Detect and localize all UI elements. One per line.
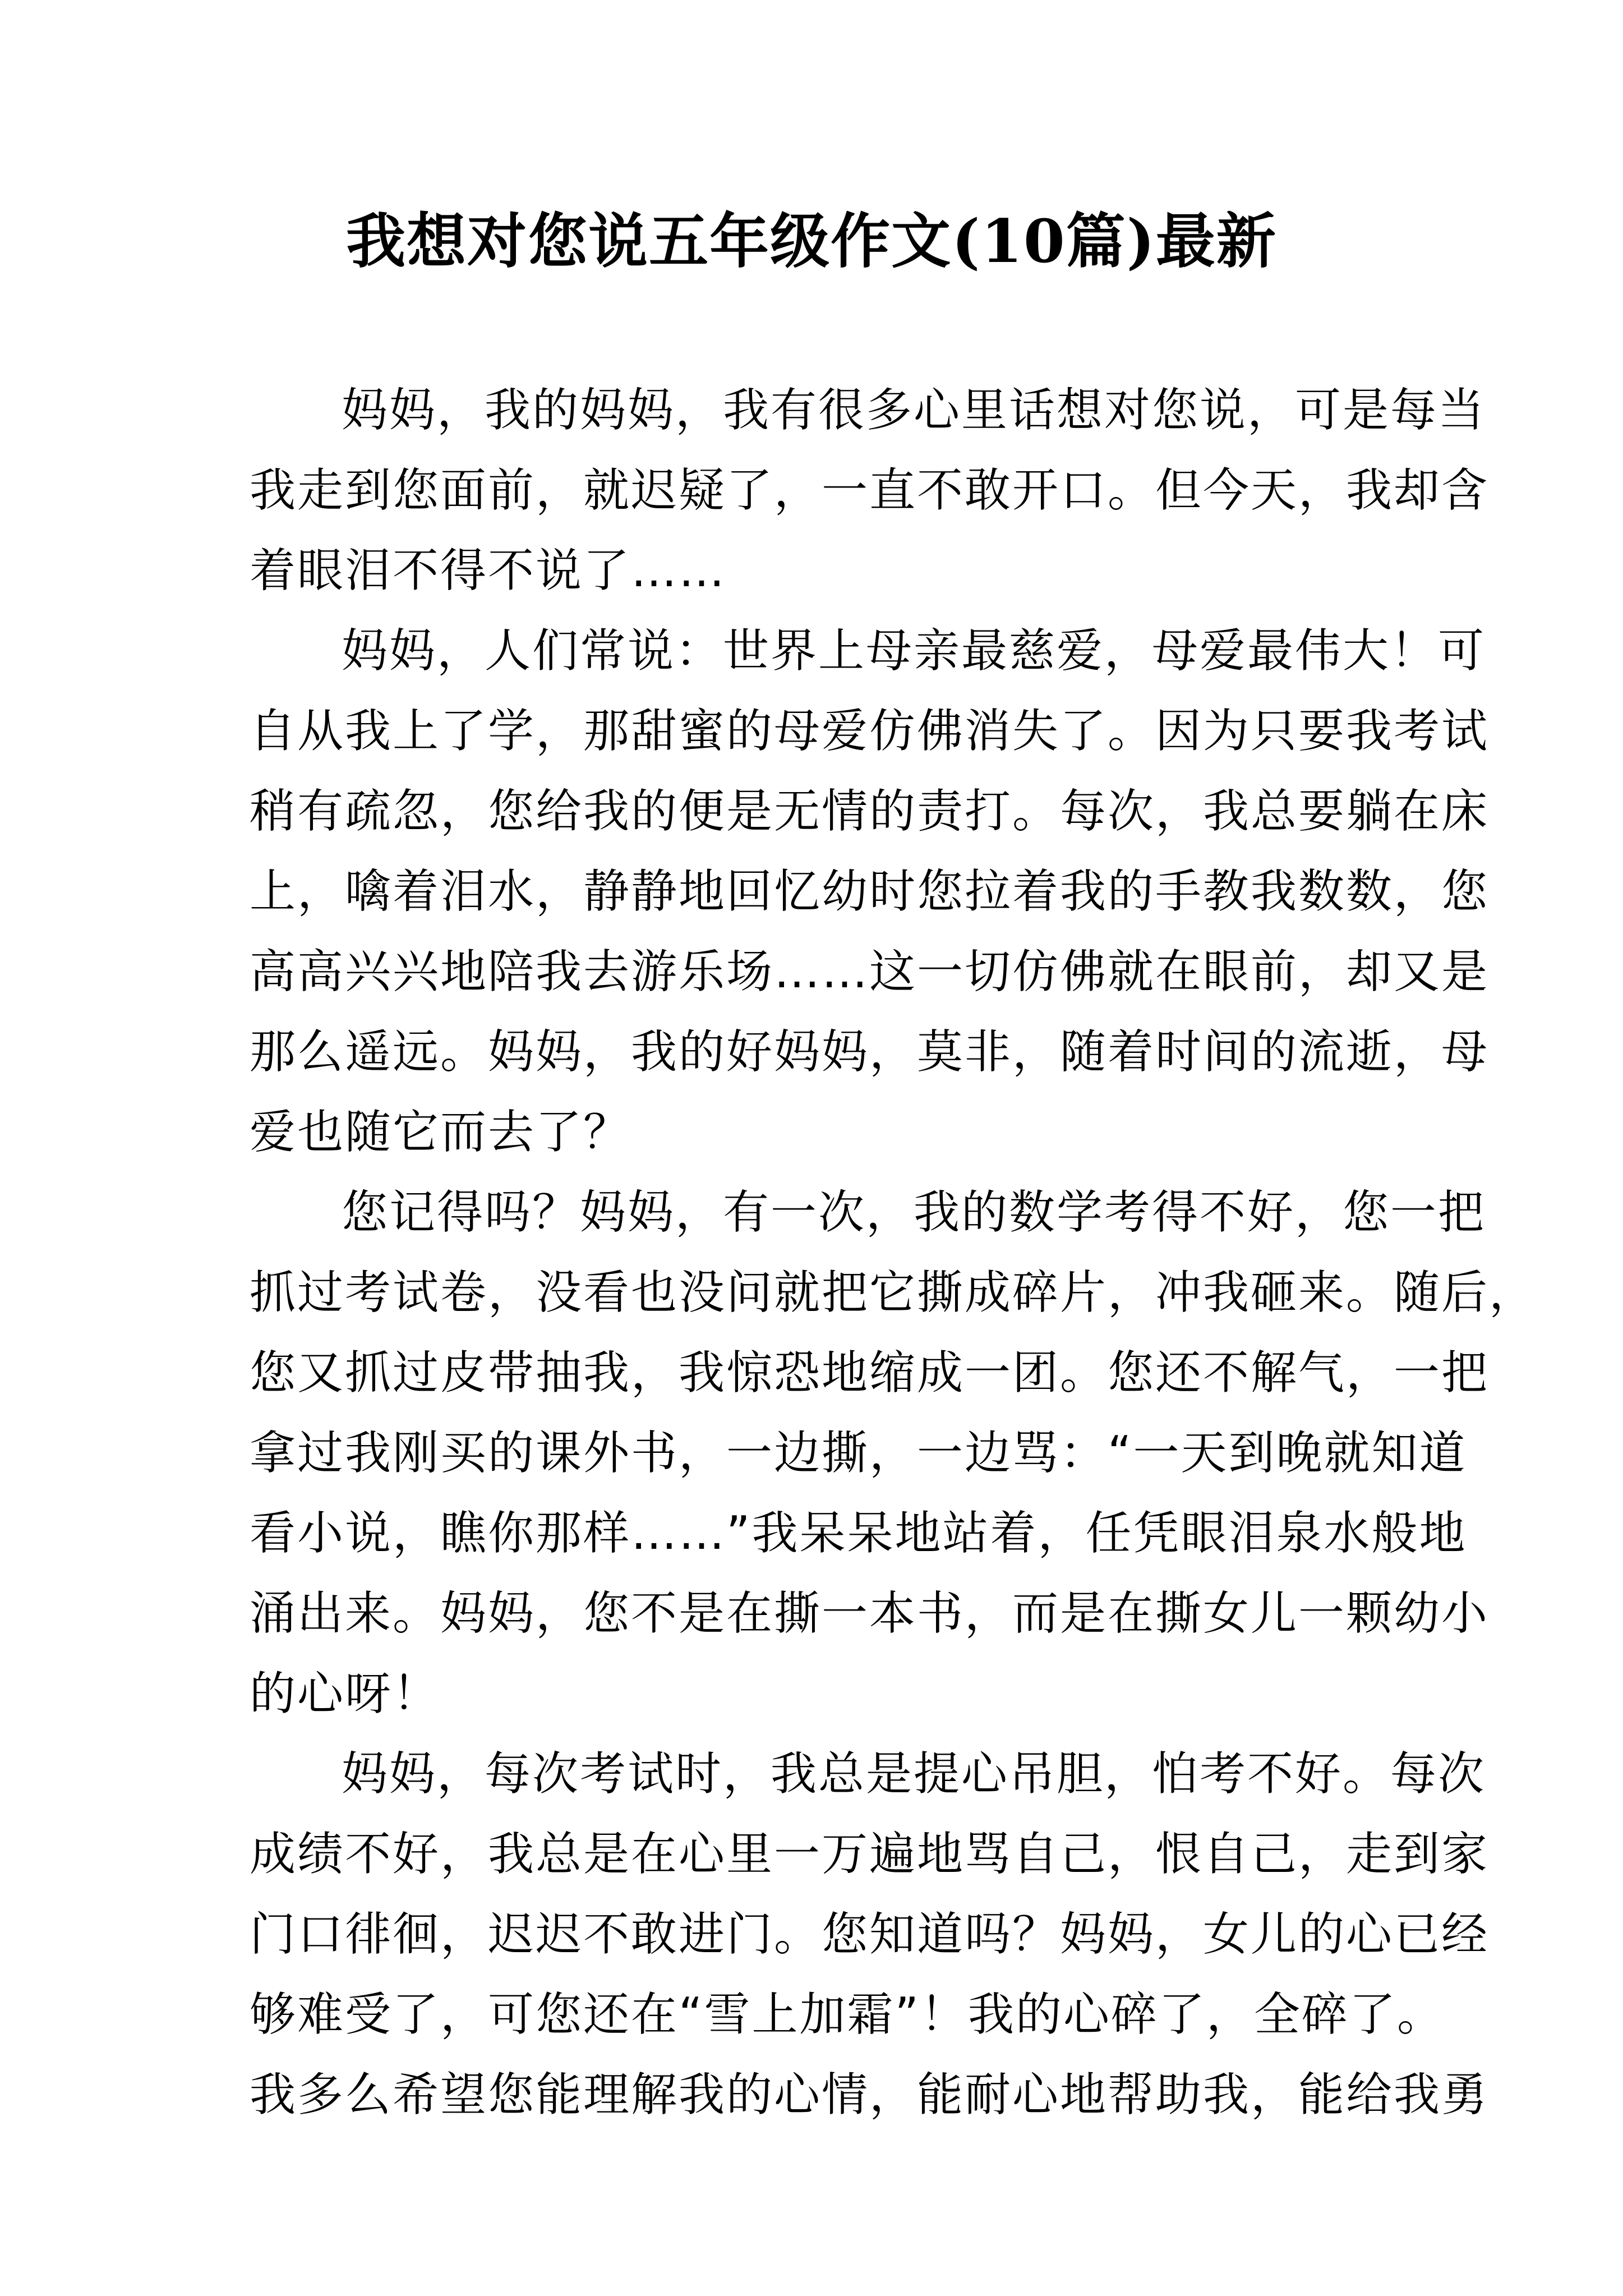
paragraph-line: 妈妈，我的妈妈，我有很多心里话想对您说，可是每当 bbox=[342, 384, 1486, 437]
paragraph-line: 爱也随它而去了？ bbox=[250, 1106, 631, 1159]
paragraph-line: 妈妈，人们常说：世界上母亲最慈爱，母爱最伟大！可 bbox=[342, 624, 1486, 678]
paragraph-4 bbox=[250, 1734, 1490, 2135]
paragraph-line: 上，噙着泪水，静静地回忆幼时您拉着我的手教我数数，您 bbox=[250, 865, 1490, 918]
paragraph-line: 涌出来。妈妈，您不是在撕一本书，而是在撕女儿一颗幼小 bbox=[250, 1587, 1490, 1640]
paragraph-3 bbox=[250, 1172, 1537, 1734]
paragraph-line: 拿过我刚买的课外书，一边撕，一边骂：“一天到晚就知道 bbox=[250, 1427, 1467, 1480]
document-body bbox=[250, 370, 1537, 2135]
paragraph-line: 自从我上了学，那甜蜜的母爱仿佛消失了。因为只要我考试 bbox=[250, 705, 1490, 758]
paragraph-line: 您记得吗？妈妈，有一次，我的数学考得不好，您一把 bbox=[342, 1186, 1486, 1239]
paragraph-line: 高高兴兴地陪我去游乐场……这一切仿佛就在眼前，却又是 bbox=[250, 945, 1490, 999]
document-title: 我想对您说五年级作文(10篇)最新 bbox=[346, 206, 1277, 276]
paragraph-line: 稍有疏忽，您给我的便是无情的责打。每次，我总要躺在床 bbox=[250, 785, 1490, 838]
paragraph-line: 的心呀！ bbox=[250, 1667, 441, 1720]
paragraph-line: 成绩不好，我总是在心里一万遍地骂自己，恨自己，走到家 bbox=[250, 1828, 1490, 1881]
paragraph-line: 妈妈，每次考试时，我总是提心吊胆，怕考不好。每次 bbox=[342, 1747, 1486, 1801]
paragraph-line: 门口徘徊，迟迟不敢进门。您知道吗？妈妈，女儿的心已经 bbox=[250, 1908, 1490, 1961]
paragraph-line: 看小说，瞧你那样……”我呆呆地站着，任凭眼泪泉水般地 bbox=[250, 1507, 1467, 1560]
paragraph-1 bbox=[250, 370, 1490, 611]
paragraph-line: 够难受了，可您还在“雪上加霜”！我的心碎了，全碎了。 bbox=[250, 1988, 1445, 2041]
paragraph-2 bbox=[250, 611, 1490, 1172]
paragraph-line: 着眼泪不得不说了…… bbox=[250, 544, 727, 597]
paragraph-line: 您又抓过皮带抽我，我惊恐地缩成一团。您还不解气，一把 bbox=[250, 1346, 1490, 1400]
paragraph-line: 那么遥远。妈妈，我的好妈妈，莫非，随着时间的流逝，母 bbox=[250, 1025, 1490, 1079]
paragraph-line: 我多么希望您能理解我的心情，能耐心地帮助我，能给我勇 bbox=[250, 2068, 1490, 2122]
paragraph-line: 抓过考试卷，没看也没问就把它撕成碎片，冲我砸来。随后， bbox=[250, 1266, 1537, 1319]
paragraph-line: 我走到您面前，就迟疑了，一直不敢开口。但今天，我却含 bbox=[250, 464, 1490, 517]
